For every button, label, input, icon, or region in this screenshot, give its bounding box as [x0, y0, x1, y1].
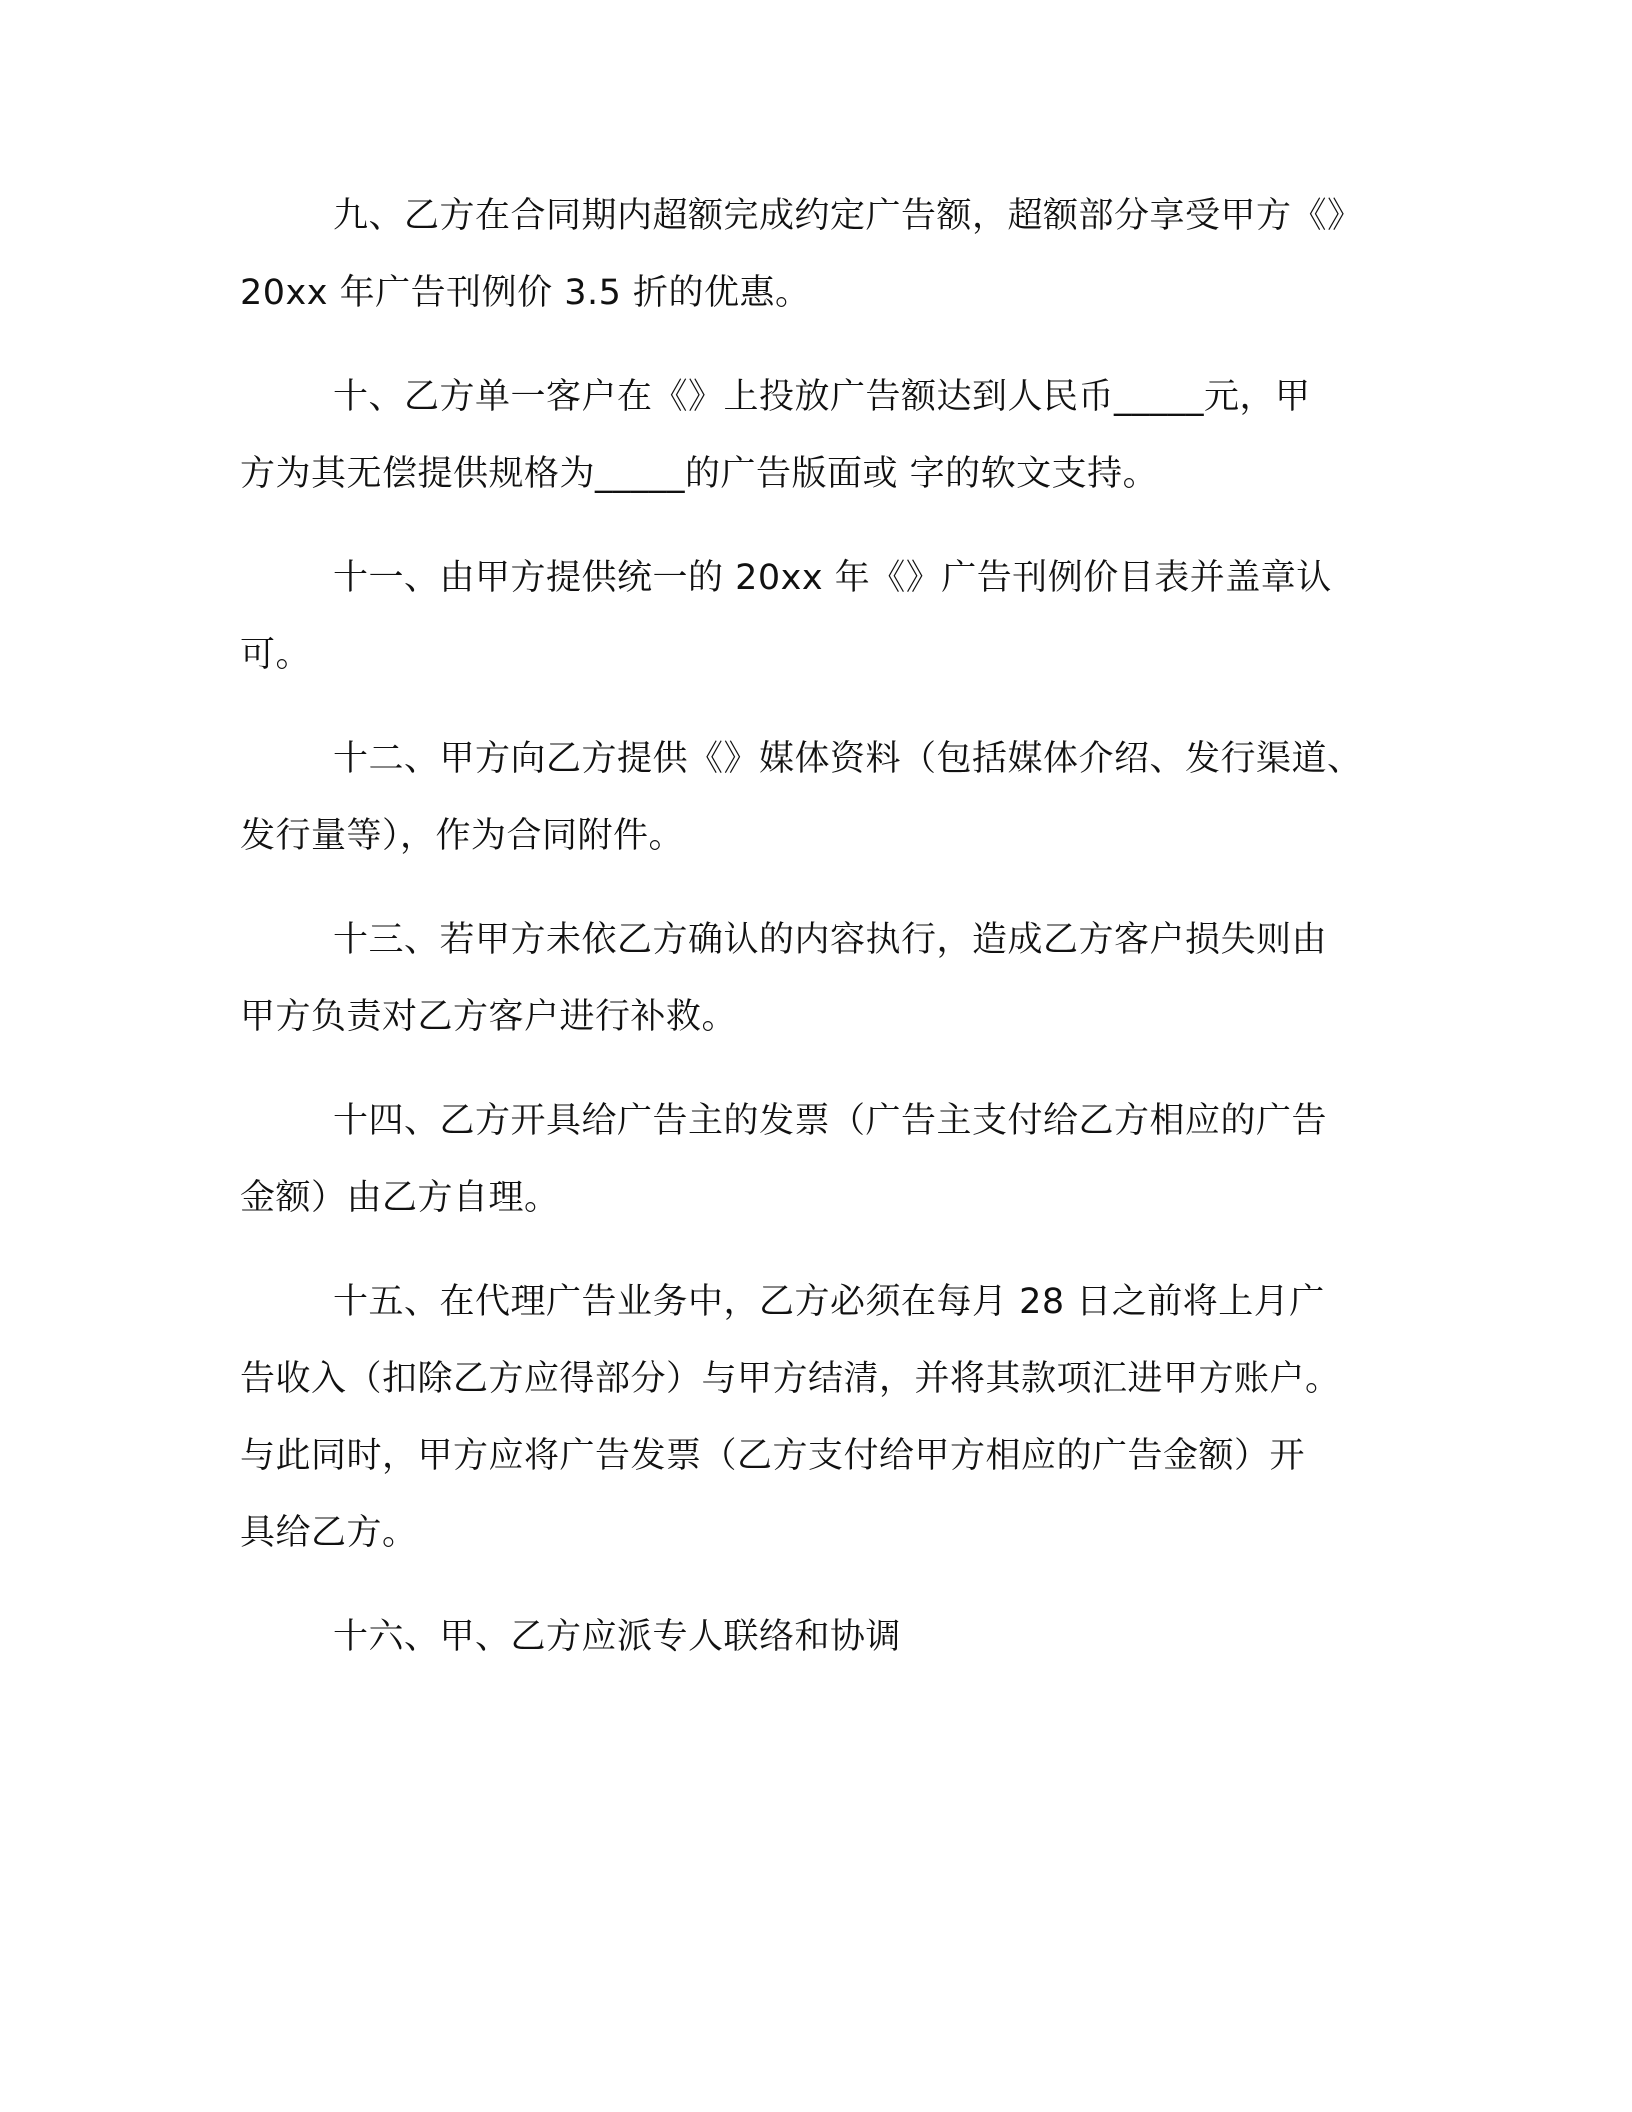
clause-9-line-2: 20xx 年广告刊例价 3.5 折的优惠。 [240, 273, 811, 313]
clause-10-line-2: 方为其无偿提供规格为_____的广告版面或 字的软文支持。 [240, 454, 1159, 494]
clause-9-line-1: 九、乙方在合同期内超额完成约定广告额，超额部分享受甲方《》 [333, 196, 1363, 236]
clause-16-line-1: 十六、甲、乙方应派专人联络和协调 [333, 1617, 902, 1657]
clause-15-line-1: 十五、在代理广告业务中，乙方必须在每月 28 日之前将上月广 [333, 1282, 1325, 1322]
clause-12-line-1: 十二、甲方向乙方提供《》媒体资料（包括媒体介绍、发行渠道、 [333, 739, 1363, 779]
clause-15-line-2: 告收入（扣除乙方应得部分）与甲方结清，并将其款项汇进甲方账户。 [240, 1359, 1341, 1399]
clause-10-line-1: 十、乙方单一客户在《》上投放广告额达到人民币_____元，甲 [333, 377, 1311, 417]
clause-13-line-1: 十三、若甲方未依乙方确认的内容执行，造成乙方客户损失则由 [333, 920, 1328, 960]
clause-11-line-2: 可。 [240, 635, 312, 675]
clause-11-line-1: 十一、由甲方提供统一的 20xx 年《》广告刊例价目表并盖章认 [333, 558, 1332, 598]
clause-15-line-4: 具给乙方。 [240, 1513, 418, 1553]
clause-15-line-3: 与此同时，甲方应将广告发票（乙方支付给甲方相应的广告金额）开 [240, 1436, 1306, 1476]
clause-13-line-2: 甲方负责对乙方客户进行补救。 [240, 997, 738, 1037]
clause-12-line-2: 发行量等），作为合同附件。 [240, 816, 685, 856]
clause-14-line-1: 十四、乙方开具给广告主的发票（广告主支付给乙方相应的广告 [333, 1101, 1328, 1141]
clause-14-line-2: 金额）由乙方自理。 [240, 1178, 560, 1218]
